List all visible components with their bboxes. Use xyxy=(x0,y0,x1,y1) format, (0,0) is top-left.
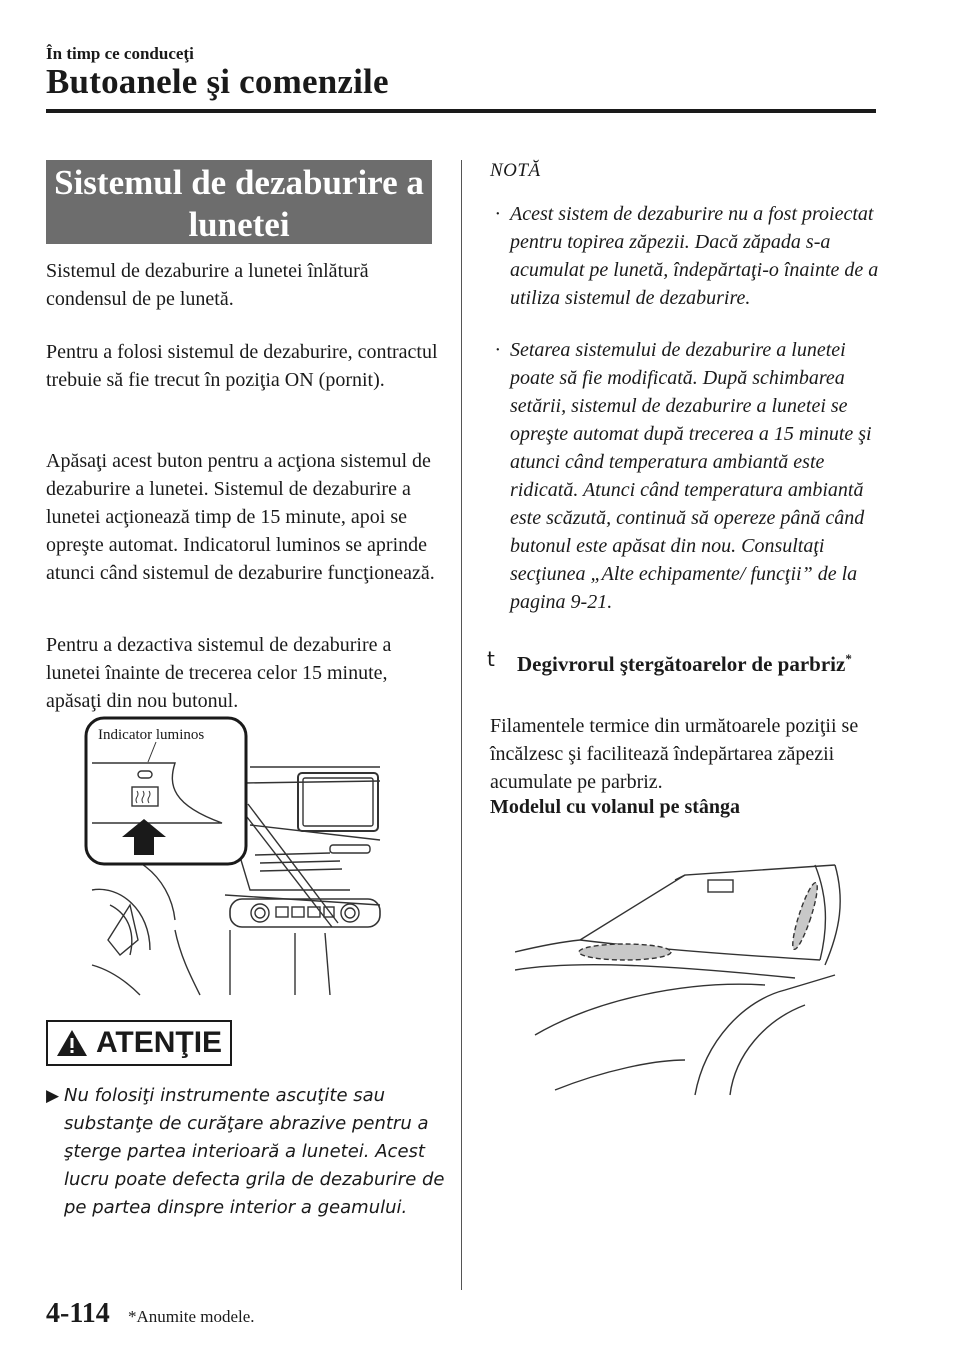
paragraph-operation: Apăsaţi acest buton pentru a acţiona sistemul de dezaburire a lunetei. Sistemul de dezaburire a lunetei acţionează timp de 15 minute, apoi se opreşte automat. Indicatorul luminos se aprinde atunci când sistemul de dezaburire funcţionează. xyxy=(46,450,435,584)
warning-icon xyxy=(56,1029,88,1057)
section-title-line1: Sistemul de dezaburire a xyxy=(54,163,424,202)
paragraph-filaments: Filamentele termice din următoarele poziţii se încălzesc şi facilitează îndepărtarea zăpezii acumulate pe parbriz. xyxy=(490,715,859,793)
column-divider xyxy=(461,160,462,1290)
section-title-line2: lunetei xyxy=(188,205,290,244)
caution-box xyxy=(46,1020,232,1066)
subheading-text: Degivrorul ştergătoarelor de parbriz xyxy=(517,652,846,676)
note-item-text: Setarea sistemului de dezaburire a lunetei poate să fie modificată. După schimbarea setării, sistemul de dezaburire a lunetei se opreşte automat după trecerea a 15 minute şi atunci când temperatura ambiantă este ridicată. Atunci când temperatura ambiantă este scăzută, continuă să opereze până când butonul este apăsat din nou. Consultaţi secţiunea „Alte echipamente/ funcţii” de la pagina 9-21. xyxy=(510,339,872,613)
arrow-bullet-icon: ▶ xyxy=(46,1086,60,1106)
chapter-label: În timp ce conduceţi xyxy=(46,44,194,63)
subheading-marker: t xyxy=(487,647,495,671)
bullet-icon: · xyxy=(495,203,500,225)
paragraph-intro: Sistemul de dezaburire a lunetei înlătură condensul de pe lunetă. xyxy=(46,260,369,310)
bullet-icon: · xyxy=(495,339,500,361)
caution-text xyxy=(46,1082,456,1222)
note-item-text: Acest sistem de dezaburire nu a fost proiectat pentru topirea zăpezii. Dacă zăpada s-a acumulat pe lunetă, îndepărtaţi-o înainte de a utiliza sistemul de dezaburire. xyxy=(510,203,879,309)
section-title-box xyxy=(46,160,432,244)
model-label: Modelul cu volanul pe stânga xyxy=(490,796,741,818)
page-number: 4-114 xyxy=(46,1298,110,1329)
footnote-mark: * xyxy=(845,651,852,666)
indicator-callout-label: Indicator luminos xyxy=(98,727,205,743)
paragraph-ignition: Pentru a folosi sistemul de dezaburire, contractul trebuie să fie trecut în poziţia ON (pornit). xyxy=(46,341,438,391)
note-item xyxy=(490,200,880,312)
dashboard-illustration xyxy=(80,715,400,1000)
footnote: *Anumite modele. xyxy=(128,1307,255,1326)
caution-body: Nu folosiţi instrumente ascuţite sau substanţe de curăţare abrazive pentru a şterge partea interioară a lunetei. Acest lucru poate defecta grila de dezaburire de pe partea dinspre interior a geamului. xyxy=(64,1085,445,1218)
subheading-wiper-deicer xyxy=(487,644,867,679)
header-rule xyxy=(46,109,876,113)
page-title: Butoanele şi comenzile xyxy=(46,62,389,101)
paragraph-deactivate: Pentru a dezactiva sistemul de dezaburire a lunetei înainte de trecerea celor 15 minute, apăsaţi din nou butonul. xyxy=(46,634,392,712)
note-title: NOTĂ xyxy=(490,160,541,181)
note-item xyxy=(490,336,880,616)
windshield-illustration xyxy=(515,860,865,1100)
caution-label: ATENŢIE xyxy=(95,1026,223,1059)
